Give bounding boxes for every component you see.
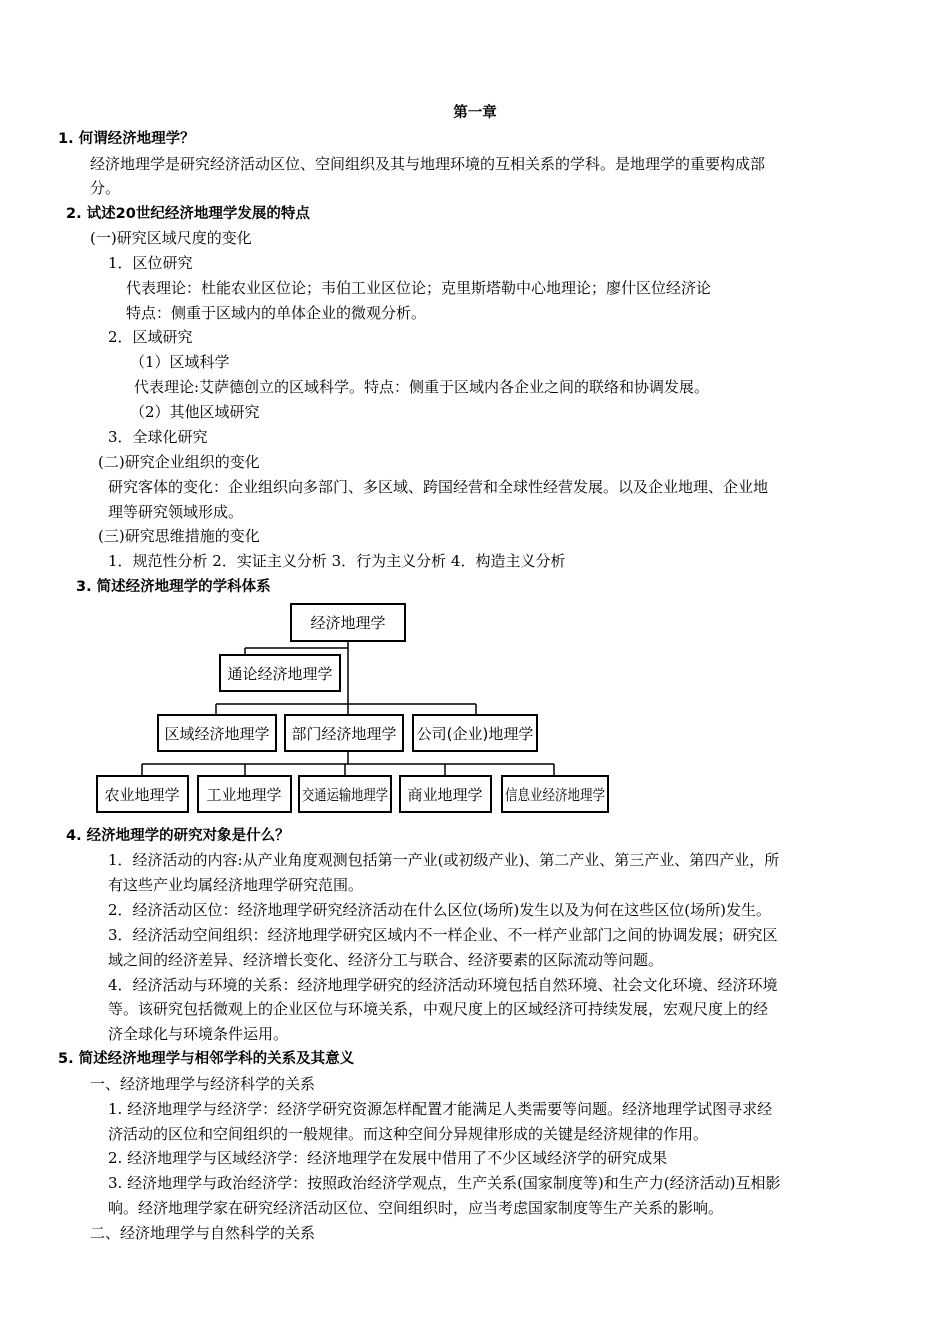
q4-p4-line2: 等。该研究包括微观上的企业区位与环境关系，中观尺度上的区域经济可持续发展，宏观尺度上的经 [108,1000,769,1018]
q5-p1-line1: 1. 经济地理学与经济学：经济学研究资源怎样配置才能满足人类需要等问题。经济地理学试图寻求经 [108,1100,773,1118]
q4-p3-line2: 域之间的经济差异、经济增长变化、经济分工与联合、经济要素的区际流动等问题。 [108,951,664,969]
q4-p2-line1: 2．经济活动区位：经济地理学研究经济活动在什么区位(场所)发生以及为何在这些区位(场所)发生。 [108,901,771,919]
diagram-label-root: 经济地理学 [310,614,386,632]
q5-p3-line1: 3. 经济地理学与政治经济学：按照政治经济学观点，生产关系(国家制度等)和生产力(经济活动)互相影 [108,1174,781,1192]
q5-p1-line2: 济活动的区位和空间组织的一般规律。而这种空间分异规律形成的关键是经济规律的作用。 [108,1125,709,1143]
q2-sec2-text2: 理等研究领域形成。 [108,503,244,521]
q4-p3-line1: 3．经济活动空间组织：经济地理学研究区域内不一样企业、不一样产业部门之间的协调发展；研究区 [108,926,778,944]
q2-section3: (三)研究思维措施的变化 [98,527,260,545]
q3-heading: 3. 简述经济地理学的学科体系 [76,579,271,595]
q1-heading: 1. 何谓经济地理学？ [58,131,195,147]
q2-sec1-item2-sub1-text: 代表理论:艾萨德创立的区域科学。特点：侧重于区域内各企业之间的联络和协调发展。 [134,378,710,396]
q2-sec1-item1-theory: 代表理论：杜能农业区位论；韦伯工业区位论；克里斯塔勒中心地理论；廖什区位经济论 [126,279,712,297]
q1-answer-line2: 分。 [90,179,121,197]
q2-sec1-item2-sub2: （2）其他区域研究 [130,403,260,421]
q4-p1-line1: 1．经济活动的内容:从产业角度观测包括第一产业(或初级产业)、第二产业、第三产业、第四产业，所 [108,851,780,869]
q2-sec1-item2: 2．区域研究 [108,328,193,346]
q2-heading: 2. 试述20世纪经济地理学发展的特点 [66,206,310,222]
q2-section2: (二)研究企业组织的变化 [98,453,260,471]
diagram-label-commerce: 商业地理学 [407,786,483,804]
q4-p1-line2: 有这些产业均属经济地理学研究范围。 [108,876,364,894]
diagram-label-general: 通论经济地理学 [227,665,333,683]
q2-sec1-item2-sub1: （1）区域科学 [130,353,230,371]
q5-heading: 5. 简述经济地理学与相邻学科的关系及其意义 [58,1051,355,1067]
diagram-label-sectoral: 部门经济地理学 [291,725,397,743]
diagram-label-agri: 农业地理学 [104,786,180,804]
chapter-title: 第一章 [453,105,497,121]
q5-part1: 一、经济地理学与经济科学的关系 [90,1075,316,1093]
diagram-label-company: 公司(企业)地理学 [416,725,534,743]
q2-sec1-item1-feature: 特点：侧重于区域内的单体企业的微观分析。 [126,304,427,322]
q2-sec1-item1: 1．区位研究 [108,254,193,272]
q5-p3-line2: 响。经济地理学家在研究经济活动区位、空间组织时，应当考虑国家制度等生产关系的影响。 [108,1199,724,1217]
q1-answer-line1: 经济地理学是研究经济活动区位、空间组织及其与地理环境的互相关系的学科。是地理学的重要构成部 [90,155,766,173]
q5-part2: 二、经济地理学与自然科学的关系 [90,1224,316,1242]
diagram-label-transport: 交通运输地理学 [302,786,388,804]
q2-sec1-item3: 3．全球化研究 [108,428,208,446]
q4-p4-line1: 4．经济活动与环境的关系：经济地理学研究的经济活动环境包括自然环境、社会文化环境、经济环境 [108,976,778,994]
diagram-label-info: 信息业经济地理学 [505,786,605,804]
diagram-label-industry: 工业地理学 [206,786,282,804]
q4-heading: 4. 经济地理学的研究对象是什么？ [66,828,290,844]
q5-p2-line1: 2. 经济地理学与区域经济学：经济地理学在发展中借用了不少区域经济学的研究成果 [108,1149,668,1167]
q2-section1: (一)研究区域尺度的变化 [90,229,252,247]
q2-sec3-text: 1．规范性分析 2．实证主义分析 3．行为主义分析 4．构造主义分析 [108,552,566,570]
q2-sec2-text1: 研究客体的变化：企业组织向多部门、多区域、跨国经营和全球性经营发展。以及企业地理、企业地 [108,478,769,496]
discipline-system-diagram [0,598,950,828]
q4-p4-line3: 济全球化与环境条件运用。 [108,1025,289,1043]
diagram-label-regional: 区域经济地理学 [164,725,270,743]
